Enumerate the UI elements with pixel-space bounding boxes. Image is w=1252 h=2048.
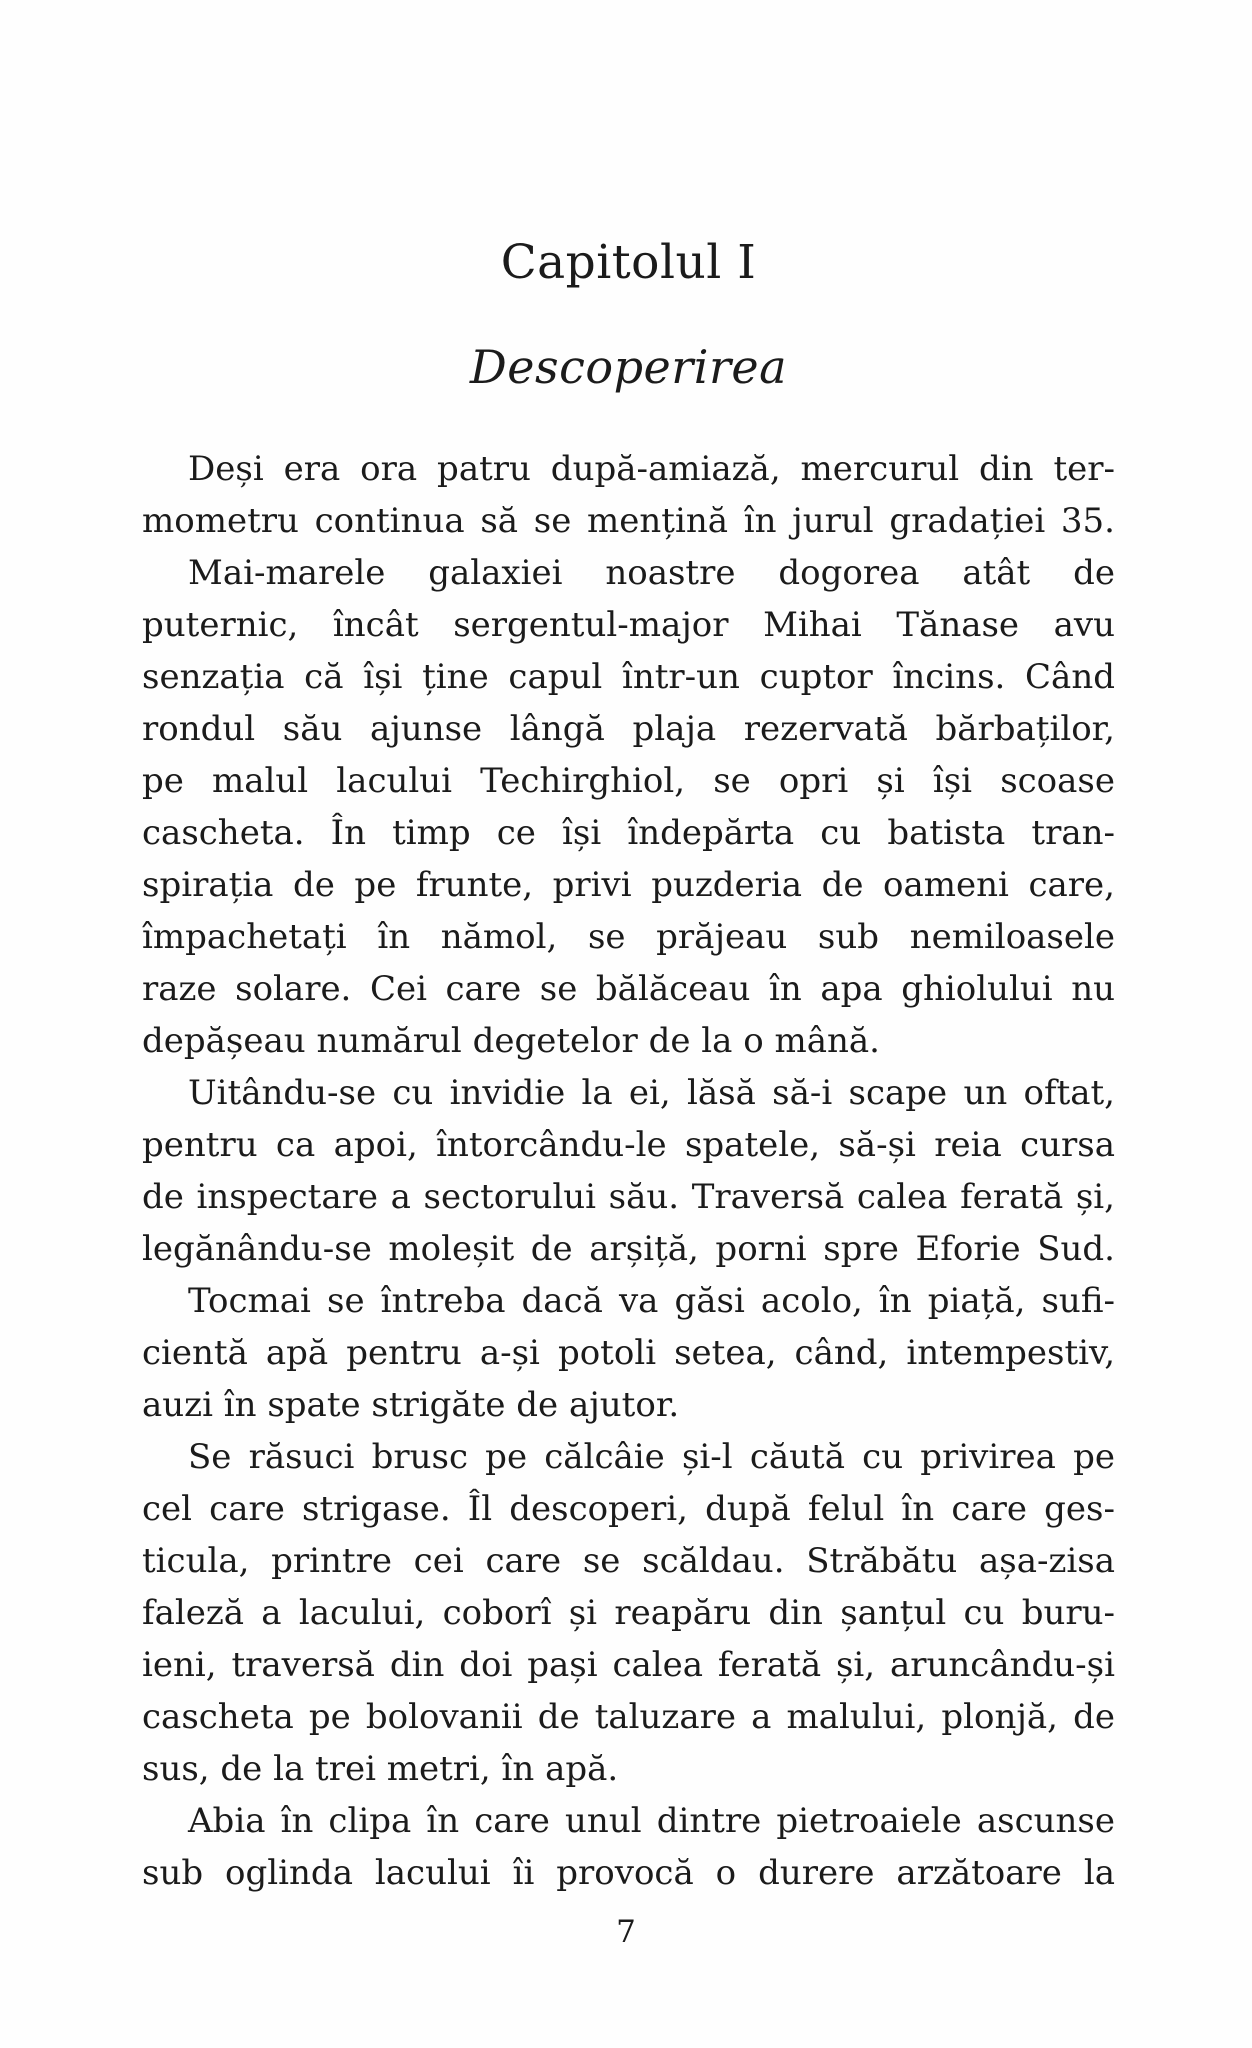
text-line: spirația de pe frunte, privi puzderia de oameni care, — [142, 865, 1115, 905]
text-line: puternic, încât sergentul-major Mihai Tănase avu — [142, 605, 1115, 645]
text-line: Se răsuci brusc pe călcâie și-l căută cu privirea pe — [188, 1437, 1115, 1477]
text-line: auzi în spate strigăte de ajutor. — [142, 1385, 680, 1425]
text-line: cientă apă pentru a-și potoli setea, când, intempestiv, — [142, 1333, 1115, 1373]
text-line: Uitându-se cu invidie la ei, lăsă să-i scape un oftat, — [188, 1073, 1115, 1113]
chapter-subtitle: Descoperirea — [469, 340, 788, 394]
text-line: cascheta pe bolovanii de taluzare a malului, plonjă, de — [142, 1697, 1115, 1737]
text-line: ticula, printre cei care se scăldau. Străbătu așa-zisa — [142, 1541, 1115, 1581]
text-line: legănându-se moleșit de arșiță, porni spre Eforie Sud. — [142, 1229, 1115, 1269]
text-line: Tocmai se întreba dacă va găsi acolo, în piață, sufi- — [188, 1281, 1115, 1321]
text-line: sus, de la trei metri, în apă. — [142, 1749, 619, 1789]
text-line: Abia în clipa în care unul dintre pietroaiele ascunse — [188, 1801, 1115, 1841]
text-line: faleză a lacului, coborî și reapăru din șanțul cu buru- — [142, 1593, 1115, 1633]
text-line: rondul său ajunse lângă plaja rezervată bărbaților, — [142, 709, 1115, 749]
text-line: mometru continua să se mențină în jurul gradației 35. — [142, 501, 1115, 541]
text-line: cascheta. În timp ce își îndepărta cu batista tran- — [142, 813, 1115, 853]
text-line: cel care strigase. Îl descoperi, după felul în care ges- — [142, 1489, 1115, 1529]
text-line: de inspectare a sectorului său. Traversă calea ferată și, — [142, 1177, 1115, 1217]
text-line: ieni, traversă din doi pași calea ferată și, aruncându-și — [142, 1645, 1115, 1685]
text-line: raze solare. Cei care se bălăceau în apa ghiolului nu — [142, 969, 1115, 1009]
page-number: 7 — [616, 1914, 636, 1950]
body-text — [142, 443, 1115, 1899]
text-line: depășeau numărul degetelor de la o mână. — [142, 1021, 880, 1061]
chapter-title: Capitolul I — [500, 235, 757, 290]
text-line: senzația că își ține capul într-un cuptor încins. Când — [142, 657, 1115, 697]
text-line: Deși era ora patru după-amiază, mercurul din ter- — [188, 449, 1115, 489]
text-line: pe malul lacului Techirghiol, se opri și își scoase — [142, 761, 1115, 801]
text-line: împachetați în nămol, se prăjeau sub nemiloasele — [142, 917, 1115, 957]
text-line: sub oglinda lacului îi provocă o durere arzătoare la — [142, 1853, 1115, 1893]
text-line: pentru ca apoi, întorcându-le spatele, să-și reia cursa — [142, 1125, 1115, 1165]
text-line: Mai-marele galaxiei noastre dogorea atât de — [188, 553, 1115, 593]
